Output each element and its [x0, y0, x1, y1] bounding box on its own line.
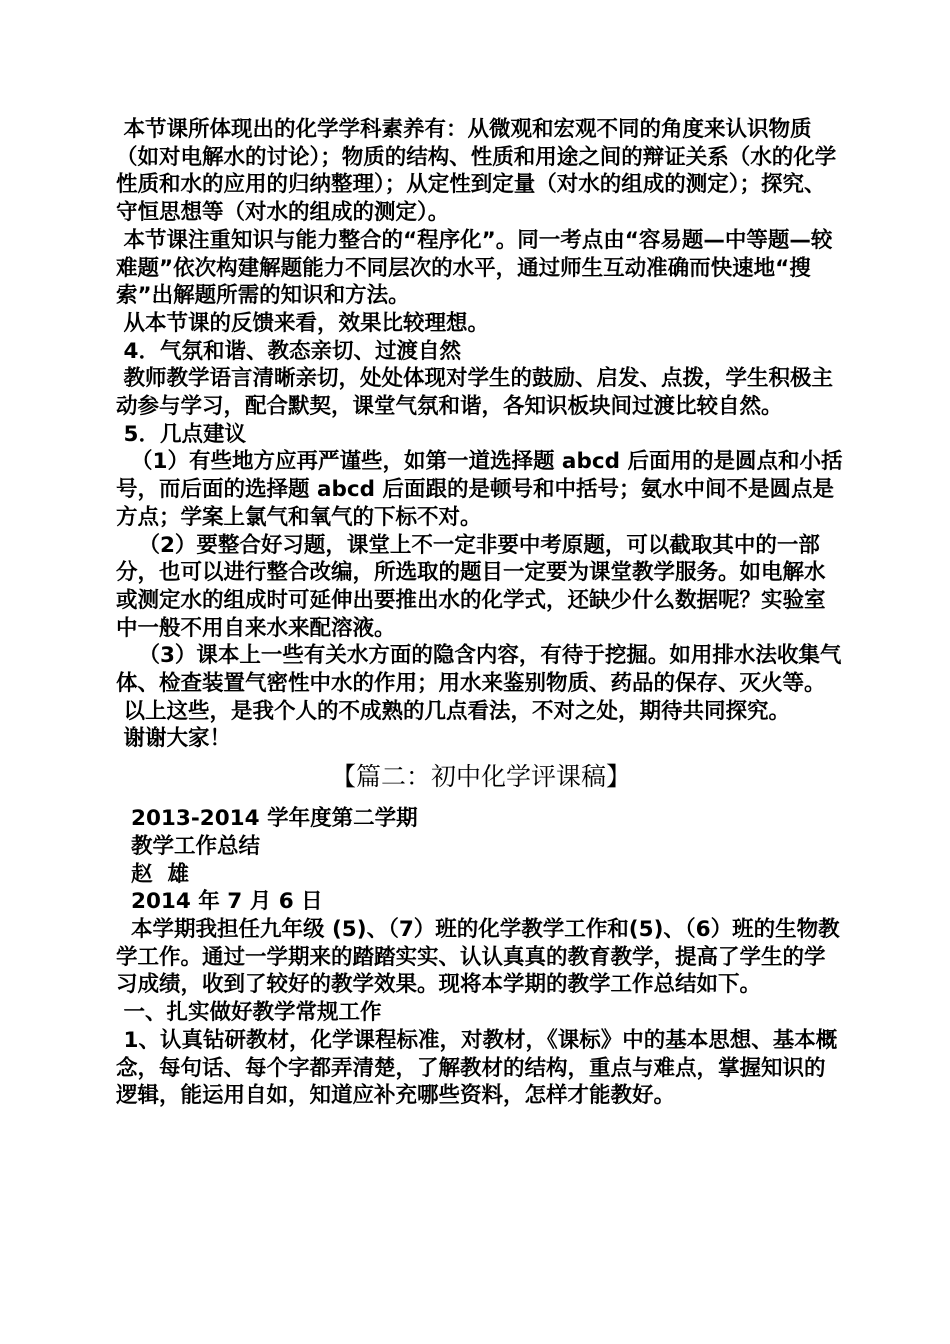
heading-atmosphere: 4．气氛和谐、教态亲切、过渡自然: [116, 338, 461, 364]
paragraph-study-materials: 1、认真钻研教材，化学课程标准，对教材，《课标》中的基本思想、基本概念，每句话、每个字都弄清楚，了解教材的结构，重点与难点，掌握知识的逻辑，能运用自如，知道应补充哪些资料，怎样才能教好。: [116, 1027, 838, 1109]
suggestion-2: （2）要整合好习题，课堂上不一定非要中考原题，可以截取其中的一部分，也可以进行整合改编，所选取的题目一定要为课堂教学服务。如电解水或测定水的组成时可延伸出要推出水的化学式，还缺少什么数据呢？实验室中一般不用自来水来配溶液。: [116, 532, 826, 641]
summary-term: 2013-2014 学年度第二学期: [116, 806, 418, 832]
summary-intro: 本学期我担任九年级 (5)、（7）班的化学教学工作和(5)、（6）班的生物教学工作。通过一学期来的踏踏实实、认认真真的教育教学，提高了学生的学习成绩，收到了较好的教学效果。现将本学期的教学工作总结如下。: [116, 916, 840, 998]
paragraph-literacy: 本节课所体现出的化学学科素养有：从微观和宏观不同的角度来认识物质（如对电解水的讨论）；物质的结构、性质和用途之间的辩证关系（水的化学性质和水的应用的归纳整理）；从定性到定量（对水的组成的测定）；探究、守恒思想等（对水的组成的测定）。: [116, 117, 837, 226]
heading-routine-work: 一、扎实做好教学常规工作: [116, 1000, 382, 1026]
summary-author: 赵 雄: [116, 861, 189, 887]
paragraph-integration: 本节课注重知识与能力整合的“程序化”。同一考点由“容易题—中等题—较难题”依次构建解题能力不同层次的水平，通过师生互动准确而快速地“搜索”出解题所需的知识和方法。: [116, 227, 833, 309]
paragraph-closing: 以上这些，是我个人的不成熟的几点看法，不对之处，期待共同探究。: [116, 698, 791, 724]
paragraph-thanks: 谢谢大家！: [116, 726, 232, 752]
paragraph-atmosphere: 教师教学语言清晰亲切，处处体现对学生的鼓励、启发、点拨，学生积极主动参与学习，配合默契，课堂气氛和谐，各知识板块间过渡比较自然。: [116, 366, 834, 420]
section-title: 【篇二：初中化学评课稿】: [330, 762, 631, 792]
suggestion-3: （3）课本上一些有关水方面的隐含内容，有待于挖掘。如用排水法收集气体、检查装置气密性中水的作用；用水来鉴别物质、药品的保存、灭火等。: [116, 643, 842, 697]
heading-suggestions: 5．几点建议: [116, 421, 246, 447]
suggestion-1: （1）有些地方应再严谨些，如第一道选择题 abcd 后面用的是圆点和小括号，而后面的选择题 abcd 后面跟的是顿号和中括号；氨水中间不是圆点是方点；学案上氯气和氧气的下标不对。: [116, 449, 843, 530]
document-page: [116, 116, 846, 1110]
summary-date: 2014 年 7 月 6 日: [116, 889, 323, 915]
summary-heading: 教学工作总结: [116, 833, 260, 859]
paragraph-feedback: 从本节课的反馈来看，效果比较理想。: [116, 310, 490, 336]
